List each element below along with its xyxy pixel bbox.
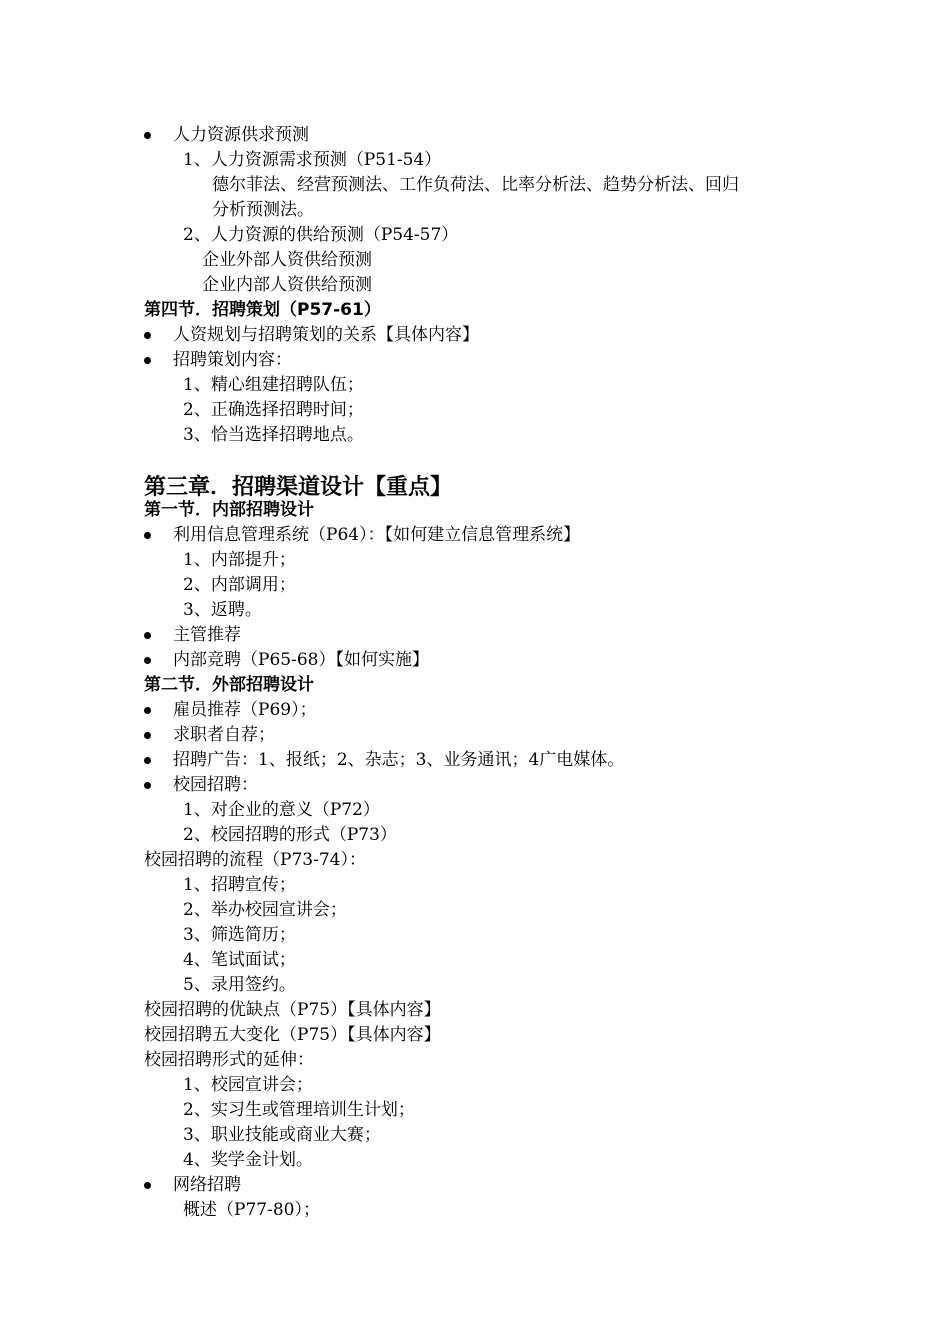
text-line xyxy=(0,948,950,973)
bullet-icon xyxy=(144,132,151,139)
line-text: 1、对企业的意义（P72） xyxy=(183,800,380,820)
line-text: 4、奖学金计划。 xyxy=(183,1150,313,1170)
text-line xyxy=(0,798,950,823)
text-line xyxy=(0,1173,950,1198)
line-text: 分析预测法。 xyxy=(212,200,314,220)
bullet-icon xyxy=(144,707,151,714)
text-line xyxy=(0,1148,950,1173)
line-text: 概述（P77-80）； xyxy=(183,1200,320,1220)
line-text: 1、内部提升； xyxy=(183,550,296,570)
text-line xyxy=(0,898,950,923)
text-line xyxy=(0,723,950,748)
text-line xyxy=(0,873,950,898)
bullet-icon xyxy=(144,532,151,539)
line-text: 2、举办校园宣讲会； xyxy=(183,900,347,920)
line-text: 求职者自荐； xyxy=(173,725,275,745)
line-text: 校园招聘的流程（P73-74）： xyxy=(144,850,366,870)
line-text: 企业内部人资供给预测 xyxy=(202,275,372,295)
line-text: 2、内部调用； xyxy=(183,575,296,595)
line-text: 内部竞聘（P65-68）【如何实施】 xyxy=(173,650,429,670)
text-line xyxy=(0,773,950,798)
line-text: 1、精心组建招聘队伍； xyxy=(183,375,364,395)
text-line xyxy=(0,323,950,348)
text-line xyxy=(0,973,950,998)
line-text: 招聘策划内容： xyxy=(173,350,292,370)
text-line xyxy=(0,1198,950,1223)
text-line xyxy=(0,598,950,623)
line-text: 校园招聘： xyxy=(173,775,258,795)
text-line xyxy=(0,348,950,373)
text-line xyxy=(0,248,950,273)
bullet-icon xyxy=(144,732,151,739)
text-line xyxy=(0,273,950,298)
line-text: 校园招聘五大变化（P75）【具体内容】 xyxy=(144,1025,441,1045)
line-text: 招聘广告：1、报纸；2、杂志；3、业务通讯；4广电媒体。 xyxy=(173,750,625,770)
line-text: 第一节．内部招聘设计 xyxy=(144,500,314,520)
bullet-icon xyxy=(144,357,151,364)
text-line xyxy=(0,198,950,223)
bullet-icon xyxy=(144,757,151,764)
text-line xyxy=(0,698,950,723)
text-line xyxy=(0,123,950,148)
line-text: 人力资源供求预测 xyxy=(173,125,309,145)
section-heading xyxy=(0,673,950,698)
text-line xyxy=(0,823,950,848)
section-heading xyxy=(0,498,950,523)
line-text: 2、校园招聘的形式（P73） xyxy=(183,825,397,845)
line-text: 企业外部人资供给预测 xyxy=(202,250,372,270)
line-text: 1、人力资源需求预测（P51-54） xyxy=(183,150,442,170)
line-text: 第三章．招聘渠道设计【重点】 xyxy=(144,475,453,500)
line-text: 2、实习生或管理培训生计划； xyxy=(183,1100,415,1120)
line-text: 利用信息管理系统（P64）：【如何建立信息管理系统】 xyxy=(173,525,581,545)
text-line xyxy=(0,648,950,673)
line-text: 1、招聘宣传； xyxy=(183,875,296,895)
text-line xyxy=(0,998,950,1023)
line-text: 德尔菲法、经营预测法、工作负荷法、比率分析法、趋势分析法、回归 xyxy=(212,175,739,195)
text-line xyxy=(0,923,950,948)
line-text: 人资规划与招聘策划的关系【具体内容】 xyxy=(173,325,479,345)
text-line xyxy=(0,1098,950,1123)
line-text: 3、恰当选择招聘地点。 xyxy=(183,425,364,445)
text-line xyxy=(0,173,950,198)
line-text: 4、笔试面试； xyxy=(183,950,296,970)
line-text: 2、正确选择招聘时间； xyxy=(183,400,364,420)
line-text: 3、筛选简历； xyxy=(183,925,296,945)
text-line xyxy=(0,523,950,548)
text-line xyxy=(0,373,950,398)
bullet-icon xyxy=(144,1182,151,1189)
line-text: 校园招聘的优缺点（P75）【具体内容】 xyxy=(144,1000,441,1020)
text-line xyxy=(0,1073,950,1098)
line-text: 5、录用签约。 xyxy=(183,975,296,995)
text-line xyxy=(0,1048,950,1073)
text-line xyxy=(0,1123,950,1148)
text-line xyxy=(0,423,950,448)
line-text: 校园招聘形式的延伸： xyxy=(144,1050,314,1070)
line-text: 第四节．招聘策划（P57-61） xyxy=(144,300,381,320)
line-text: 雇员推荐（P69）； xyxy=(173,700,317,720)
text-line xyxy=(0,548,950,573)
text-line xyxy=(0,398,950,423)
bullet-icon xyxy=(144,632,151,639)
text-line xyxy=(0,223,950,248)
bullet-icon xyxy=(144,657,151,664)
line-text: 2、人力资源的供给预测（P54-57） xyxy=(183,225,459,245)
text-line xyxy=(0,573,950,598)
line-text: 3、返聘。 xyxy=(183,600,262,620)
line-text: 3、职业技能或商业大赛； xyxy=(183,1125,381,1145)
line-text: 1、校园宣讲会； xyxy=(183,1075,313,1095)
line-text: 第二节．外部招聘设计 xyxy=(144,675,314,695)
bullet-icon xyxy=(144,332,151,339)
bullet-icon xyxy=(144,782,151,789)
section-heading xyxy=(0,298,950,323)
line-text: 网络招聘 xyxy=(173,1175,241,1195)
text-line xyxy=(0,848,950,873)
line-text: 主管推荐 xyxy=(173,625,241,645)
text-line xyxy=(0,748,950,773)
text-line xyxy=(0,623,950,648)
text-line xyxy=(0,148,950,173)
text-line xyxy=(0,1023,950,1048)
